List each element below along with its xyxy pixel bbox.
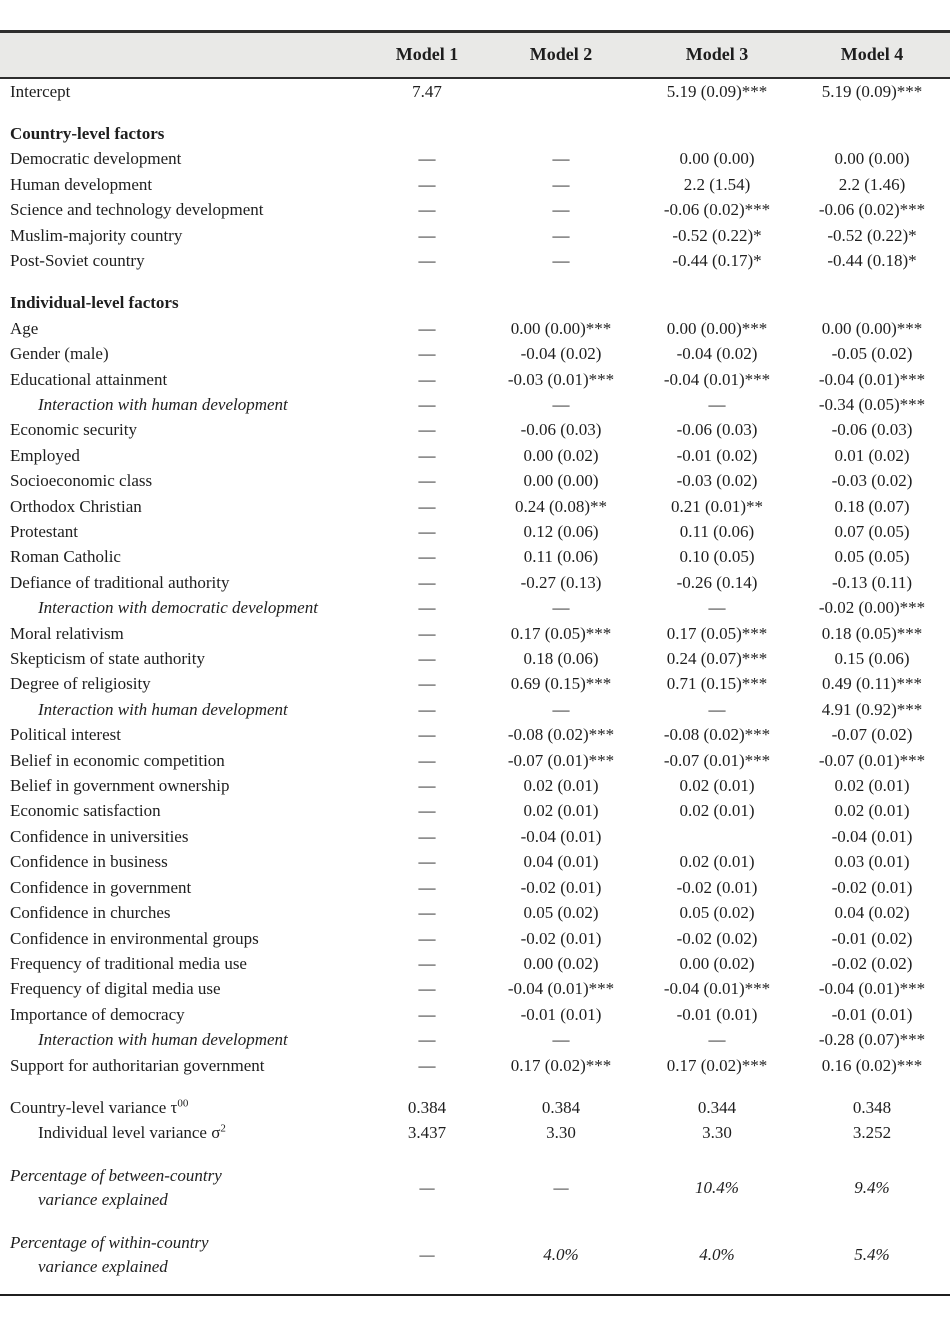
cell-model2: — (552, 174, 570, 194)
cell-model4: -0.02 (0.02) (831, 953, 913, 973)
cell-model3: -0.44 (0.17)* (672, 250, 762, 270)
row-label: Percentage of between-country variance explained (0, 1163, 372, 1213)
table-row (0, 519, 950, 544)
cell-model3: 0.11 (0.06) (679, 522, 755, 541)
cell-model1: — (418, 420, 436, 440)
table-row (0, 1002, 950, 1027)
table-row (0, 417, 950, 442)
column-header-model1: Model 1 (372, 32, 482, 78)
cell-model3: 5.19 (0.09)*** (666, 81, 768, 101)
row-label: Degree of religiosity (10, 674, 151, 694)
cell-model4: 0.49 (0.11)*** (822, 674, 922, 694)
cell-model1 (372, 121, 482, 146)
table-row (0, 172, 950, 197)
cell-model4: -0.05 (0.02) (831, 344, 913, 364)
table-row (0, 976, 950, 1001)
cell-model2: 0.00 (0.02) (523, 445, 599, 465)
cell-model3: -0.04 (0.01)*** (663, 979, 771, 999)
cell-model4: -0.01 (0.01) (831, 1004, 913, 1024)
cell-model2: 0.05 (0.02) (523, 903, 599, 923)
row-label: Confidence in government (10, 877, 192, 897)
table-row (0, 748, 950, 773)
cell-model2: — (552, 598, 570, 618)
cell-model2 (482, 78, 640, 104)
cell-model2: 0.00 (0.02) (523, 953, 599, 973)
table-row (0, 595, 950, 620)
table-row (0, 248, 950, 273)
cell-model4: -0.02 (0.00)*** (818, 598, 926, 618)
cell-model4: 4.91 (0.92)*** (821, 699, 923, 719)
table-row (0, 900, 950, 925)
cell-model2: 0.24 (0.08)** (514, 496, 608, 516)
row-label: Confidence in business (10, 852, 168, 872)
column-header-empty (0, 32, 372, 78)
cell-model3: 3.30 (702, 1123, 732, 1143)
cell-model2: -0.07 (0.01)*** (507, 750, 615, 770)
row-label: Intercept (10, 81, 71, 101)
row-label: Belief in government ownership (10, 776, 230, 796)
cell-model1: — (418, 318, 436, 338)
cell-model3 (640, 121, 794, 146)
spacer-row (0, 104, 950, 121)
column-header-model4: Model 4 (794, 32, 950, 78)
cell-model2: — (552, 250, 570, 270)
cell-model3: — (708, 598, 726, 618)
cell-model2: 0.00 (0.00)*** (510, 318, 612, 338)
cell-model3: 0.00 (0.00)*** (666, 318, 768, 338)
cell-model4: 0.15 (0.06) (834, 649, 910, 669)
spacer-cell (0, 1280, 950, 1295)
row-label: Country-level factors (10, 123, 165, 143)
table-row (0, 671, 950, 696)
cell-model2: -0.08 (0.02)*** (507, 725, 615, 745)
cell-model1: — (419, 1245, 435, 1265)
cell-model3: -0.01 (0.01) (676, 1004, 758, 1024)
spacer-row (0, 273, 950, 290)
header-row (0, 32, 950, 78)
cell-model3: 0.02 (0.01) (679, 776, 755, 796)
cell-model1: — (418, 776, 436, 796)
table-row (0, 773, 950, 798)
label-superscript: 00 (177, 1097, 189, 1110)
table-row (0, 722, 950, 747)
section-row (0, 290, 950, 315)
spacer-cell (0, 1078, 950, 1095)
cell-model2: — (553, 1178, 569, 1198)
cell-model4: 9.4% (854, 1178, 890, 1198)
cell-model2: 0.00 (0.00) (523, 471, 599, 491)
cell-model1: — (418, 445, 436, 465)
cell-model1: 0.384 (407, 1097, 447, 1117)
cell-model2: — (552, 1030, 570, 1050)
table-row (0, 544, 950, 569)
row-label: Individual level variance $\sigma^2$ (38, 1122, 226, 1143)
cell-model4 (794, 121, 950, 146)
cell-model3: — (708, 699, 726, 719)
cell-model1: — (418, 623, 436, 643)
cell-model1: — (418, 801, 436, 821)
cell-model4: -0.03 (0.02) (831, 471, 913, 491)
spacer-row (0, 1213, 950, 1230)
row-label: Percentage of within-country variance explained (0, 1230, 372, 1280)
cell-model2: 0.384 (541, 1097, 581, 1117)
row-label: Protestant (10, 522, 78, 541)
spacer-cell (0, 1146, 950, 1163)
table-row (0, 494, 950, 519)
cell-model1: — (418, 598, 436, 618)
cell-model1 (372, 290, 482, 315)
cell-model3: -0.06 (0.03) (676, 420, 758, 440)
cell-model3: 0.00 (0.02) (679, 953, 755, 973)
cell-model2: — (552, 225, 570, 245)
cell-model1: 3.437 (407, 1123, 447, 1143)
cell-model3: -0.02 (0.01) (676, 877, 758, 897)
table-row (0, 316, 950, 341)
cell-model4: 0.02 (0.01) (834, 776, 910, 796)
table-row (0, 443, 950, 468)
table-row (0, 621, 950, 646)
cell-model3 (640, 824, 794, 849)
cell-model3: -0.03 (0.02) (676, 471, 758, 491)
cell-model3: 0.344 (697, 1097, 737, 1117)
cell-model2: -0.27 (0.13) (520, 572, 602, 592)
row-label: Skepticism of state authority (10, 649, 205, 669)
cell-model2 (482, 121, 640, 146)
cell-model3: -0.52 (0.22)* (672, 225, 762, 245)
cell-model4: -0.06 (0.03) (831, 420, 913, 440)
regression-table-container (0, 30, 950, 1296)
cell-model4: 0.00 (0.00) (834, 149, 910, 169)
row-label: Confidence in universities (10, 826, 189, 846)
label-superscript: 2 (220, 1122, 226, 1135)
cell-model2: — (552, 394, 570, 414)
table-row (0, 468, 950, 493)
cell-model3: 0.21 (0.01)** (670, 496, 764, 516)
cell-model1: — (418, 344, 436, 364)
column-header-model2: Model 2 (482, 32, 640, 78)
cell-model3: 0.02 (0.01) (679, 801, 755, 821)
cell-model1: — (418, 877, 436, 897)
row-label: Belief in economic competition (10, 750, 225, 770)
cell-model4: -0.07 (0.02) (831, 725, 913, 745)
row-label: Age (10, 318, 39, 338)
table-row (0, 1027, 950, 1052)
cell-model4: -0.04 (0.01)*** (818, 979, 926, 999)
table-row (0, 926, 950, 951)
spacer-cell (0, 1213, 950, 1230)
cell-model4 (794, 290, 950, 315)
table-row (0, 697, 950, 722)
row-label: Support for authoritarian government (10, 1055, 265, 1075)
row-label: Human development (10, 174, 153, 194)
cell-model3: -0.08 (0.02)*** (663, 725, 771, 745)
cell-model3: -0.07 (0.01)*** (663, 750, 771, 770)
cell-model3: 0.24 (0.07)*** (666, 649, 768, 669)
cell-model1: — (418, 725, 436, 745)
cell-model4: -0.04 (0.01) (831, 826, 913, 846)
table-row (0, 1163, 950, 1213)
cell-model2: 0.17 (0.02)*** (510, 1055, 612, 1075)
cell-model2: 0.02 (0.01) (523, 776, 599, 796)
row-label: Frequency of digital media use (10, 979, 221, 999)
table-row (0, 1120, 950, 1145)
cell-model1: — (418, 522, 436, 541)
cell-model1: — (418, 572, 436, 592)
cell-model2: — (552, 699, 570, 719)
cell-model4: -0.52 (0.22)* (827, 225, 917, 245)
cell-model2: — (552, 200, 570, 220)
cell-model4: -0.34 (0.05)*** (818, 394, 926, 414)
row-label: Gender (male) (10, 344, 109, 364)
row-label: Country-level variance $\tau^{00}$ (10, 1097, 189, 1117)
row-label: Muslim-majority country (10, 225, 183, 245)
cell-model4: 0.01 (0.02) (834, 445, 910, 465)
row-label: Frequency of traditional media use (10, 953, 247, 973)
cell-model3: 0.71 (0.15)*** (666, 674, 768, 694)
cell-model1: — (418, 496, 436, 516)
cell-model2: -0.04 (0.01)*** (507, 979, 615, 999)
cell-model3: 4.0% (699, 1245, 735, 1265)
cell-model2: -0.04 (0.02) (520, 344, 602, 364)
table-row (0, 646, 950, 671)
cell-model1: — (418, 1055, 436, 1075)
cell-model2: 0.12 (0.06) (523, 522, 599, 541)
table-row (0, 1095, 950, 1120)
cell-model3: — (708, 1030, 726, 1050)
cell-model3: 0.17 (0.02)*** (666, 1055, 768, 1075)
table-row (0, 1053, 950, 1078)
row-label: Post-Soviet country (10, 250, 145, 270)
cell-model3: — (708, 394, 726, 414)
cell-model3: 0.05 (0.02) (679, 903, 755, 923)
cell-model4: 3.252 (852, 1123, 892, 1143)
cell-model4: 0.02 (0.01) (834, 801, 910, 821)
cell-model3: 10.4% (695, 1178, 739, 1198)
cell-model4: 0.348 (852, 1097, 892, 1117)
cell-model4: -0.02 (0.01) (831, 877, 913, 897)
column-header-model3: Model 3 (640, 32, 794, 78)
regression-results-table (0, 30, 950, 1296)
cell-model1: — (418, 699, 436, 719)
table-row (0, 197, 950, 222)
table-row (0, 392, 950, 417)
cell-model1: — (418, 200, 436, 220)
spacer-row (0, 1078, 950, 1095)
row-label-line2: variance explained (38, 1256, 168, 1276)
cell-model1: — (418, 852, 436, 872)
cell-model1: — (418, 979, 436, 999)
spacer-cell (0, 104, 950, 121)
cell-model3: -0.02 (0.02) (676, 928, 758, 948)
cell-model2: -0.02 (0.01) (520, 928, 602, 948)
cell-model1: — (418, 750, 436, 770)
cell-model4: -0.07 (0.01)*** (818, 750, 926, 770)
row-label: Democratic development (10, 149, 182, 169)
cell-model1: — (418, 1030, 436, 1050)
cell-model2: -0.04 (0.01) (520, 826, 602, 846)
cell-model1: — (418, 174, 436, 194)
cell-model3: 0.17 (0.05)*** (666, 623, 768, 643)
table-row (0, 78, 950, 104)
cell-model4: 5.4% (854, 1245, 890, 1265)
row-label: Interaction with human development (38, 394, 288, 414)
row-label: Roman Catholic (10, 547, 121, 567)
spacer-cell (0, 273, 950, 290)
cell-model1: — (418, 953, 436, 973)
cell-model1: — (418, 149, 436, 169)
cell-model3: -0.26 (0.14) (676, 572, 758, 592)
cell-model2 (482, 290, 640, 315)
cell-model1: — (418, 649, 436, 669)
cell-model4: 0.04 (0.02) (834, 903, 910, 923)
row-label: Interaction with human development (38, 1030, 288, 1050)
cell-model4: -0.13 (0.11) (831, 572, 913, 592)
cell-model2: — (552, 149, 570, 169)
cell-model3: 0.10 (0.05) (679, 547, 755, 567)
row-label: Economic security (10, 420, 137, 440)
cell-model2: -0.03 (0.01)*** (507, 369, 615, 389)
row-label: Interaction with democratic development (38, 598, 318, 618)
cell-model1: — (418, 250, 436, 270)
cell-model4: -0.06 (0.02)*** (818, 200, 926, 220)
table-row (0, 367, 950, 392)
table-row (0, 341, 950, 366)
row-label: Confidence in environmental groups (10, 928, 259, 948)
cell-model1: — (418, 547, 436, 567)
cell-model4: 0.00 (0.00)*** (821, 318, 923, 338)
cell-model1: — (418, 471, 436, 491)
row-label: Socioeconomic class (10, 471, 153, 491)
cell-model4: 0.05 (0.05) (834, 547, 910, 567)
cell-model1: — (418, 225, 436, 245)
row-label: Confidence in churches (10, 903, 171, 923)
spacer-row (0, 1146, 950, 1163)
cell-model3: 0.00 (0.00) (679, 149, 755, 169)
cell-model4: 0.16 (0.02)*** (821, 1055, 923, 1075)
table-row (0, 223, 950, 248)
table-body (0, 78, 950, 1295)
row-label: Interaction with human development (38, 699, 288, 719)
cell-model2: 0.18 (0.06) (523, 649, 599, 669)
cell-model1: — (418, 674, 436, 694)
table-row (0, 875, 950, 900)
cell-model1: — (418, 903, 436, 923)
cell-model2: 0.02 (0.01) (523, 801, 599, 821)
row-label: Employed (10, 445, 80, 465)
cell-model2: -0.01 (0.01) (520, 1004, 602, 1024)
cell-model4: 0.18 (0.07) (834, 496, 910, 516)
cell-model2: 0.11 (0.06) (523, 547, 599, 567)
cell-model4: -0.44 (0.18)* (827, 250, 917, 270)
cell-model3: 0.02 (0.01) (679, 852, 755, 872)
table-row (0, 849, 950, 874)
cell-model1: — (419, 1178, 435, 1198)
row-label: Economic satisfaction (10, 801, 161, 821)
cell-model4: 0.03 (0.01) (834, 852, 910, 872)
cell-model1: — (418, 928, 436, 948)
cell-model2: -0.06 (0.03) (520, 420, 602, 440)
cell-model2: 0.17 (0.05)*** (510, 623, 612, 643)
row-label: Moral relativism (10, 623, 124, 643)
cell-model4: 5.19 (0.09)*** (821, 81, 923, 101)
row-label: Science and technology development (10, 200, 264, 220)
cell-model3: -0.01 (0.02) (676, 445, 758, 465)
cell-model2: 0.69 (0.15)*** (510, 674, 612, 694)
cell-model3: -0.06 (0.02)*** (663, 200, 771, 220)
row-label: Individual-level factors (10, 293, 179, 313)
cell-model4: 0.18 (0.05)*** (821, 623, 923, 643)
cell-model1: — (418, 1004, 436, 1024)
cell-model2: 3.30 (546, 1123, 576, 1143)
cell-model3: -0.04 (0.01)*** (663, 369, 771, 389)
row-label-line2: variance explained (38, 1189, 168, 1209)
cell-model4: 2.2 (1.46) (838, 174, 906, 194)
cell-model1: — (418, 394, 436, 414)
cell-model3: -0.04 (0.02) (676, 344, 758, 364)
cell-model2: -0.02 (0.01) (520, 877, 602, 897)
cell-model2: 4.0% (543, 1245, 579, 1265)
cell-model1: — (418, 369, 436, 389)
row-label: Educational attainment (10, 369, 168, 389)
table-row (0, 824, 950, 849)
row-label: Orthodox Christian (10, 496, 142, 516)
row-label: Defiance of traditional authority (10, 572, 230, 592)
cell-model4: 0.07 (0.05) (834, 522, 910, 541)
cell-model4: -0.04 (0.01)*** (818, 369, 926, 389)
cell-model1: 7.47 (412, 81, 442, 101)
cell-model1: — (418, 826, 436, 846)
table-row (0, 570, 950, 595)
table-row (0, 951, 950, 976)
cell-model4: -0.28 (0.07)*** (818, 1030, 926, 1050)
table-row (0, 146, 950, 171)
cell-model3 (640, 290, 794, 315)
table-row (0, 798, 950, 823)
table-row (0, 1230, 950, 1280)
page (0, 30, 950, 1335)
section-row (0, 121, 950, 146)
cell-model4: -0.01 (0.02) (831, 928, 913, 948)
cell-model2: 0.04 (0.01) (523, 852, 599, 872)
row-label: Political interest (10, 725, 121, 745)
cell-model3: 2.2 (1.54) (683, 174, 751, 194)
row-label: Importance of democracy (10, 1004, 185, 1024)
spacer-row (0, 1280, 950, 1295)
table-header (0, 32, 950, 78)
